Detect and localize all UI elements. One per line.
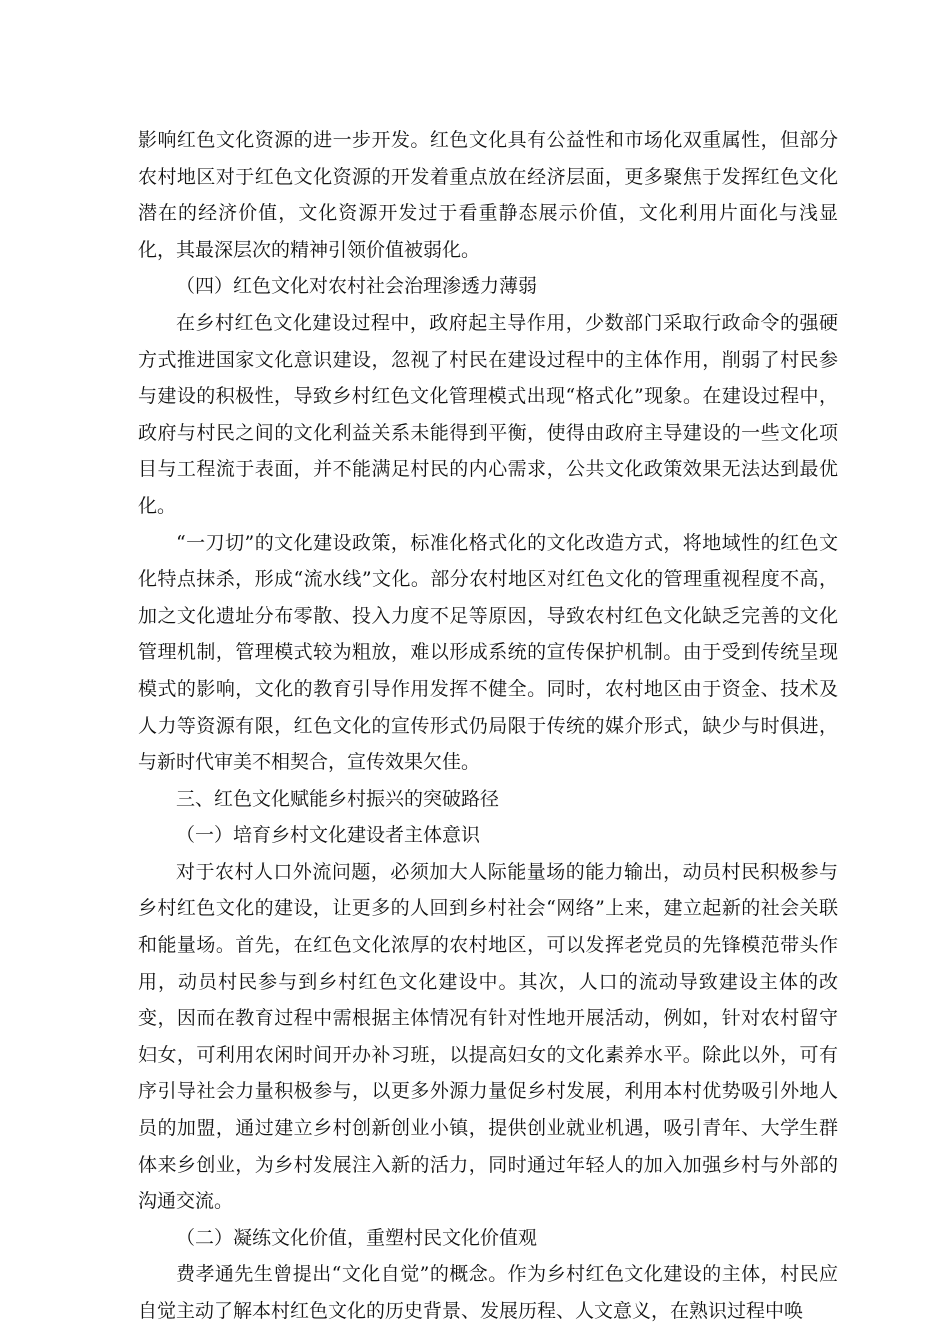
document-body [138,122,838,1330]
paragraph: 对于农村人口外流问题，必须加大人际能量场的能力输出，动员村民积极参与乡村红色文化的建设，让更多的人回到乡村社会“网络”上来，建立起新的社会关联和能量场。首先，在红色文化浓厚的农村地区，可以发挥老党员的先锋模范带头作用，动员村民参与到乡村红色文化建设中。其次，人口的流动导致建设主体的改变，因而在教育过程中需根据主体情况有针对性地开展活动，例如，针对农村留守妇女，可利用农闲时间开办补习班，以提高妇女的文化素养水平。除此以外，可有序引导社会力量积极参与，以更多外源力量促乡村发展，利用本村优势吸引外地人员的加盟，通过建立乡村创新创业小镇，提供创业就业机遇，吸引青年、大学生群体来乡创业，为乡村发展注入新的活力，同时通过年轻人的加入加强乡村与外部的沟通交流。 [138,860,838,1213]
paragraph: 在乡村红色文化建设过程中，政府起主导作用，少数部门采取行政命令的强硬方式推进国家文化意识建设，忽视了村民在建设过程中的主体作用，削弱了村民参与建设的积极性，导致乡村红色文化管理模式出现“格式化”现象。在建设过程中，政府与村民之间的文化利益关系未能得到平衡，使得由政府主导建设的一些文化项目与工程流于表面，并不能满足村民的内心需求，公共文化政策效果无法达到最优化。 [138,311,838,517]
section-heading-4: （四）红色文化对农村社会治理渗透力薄弱 [176,275,538,298]
paragraph-continued: 影响红色文化资源的进一步开发。红色文化具有公益性和市场化双重属性，但部分农村地区对于红色文化资源的开发着重点放在经济层面，更多聚焦于发挥红色文化潜在的经济价值，文化资源开发过于看重静态展示价值，文化利用片面化与浅显化，其最深层次的精神引领价值被弱化。 [138,129,838,261]
section-heading-2: （二）凝练文化价值，重塑村民文化价值观 [176,1226,538,1249]
section-heading-1: （一）培育乡村文化建设者主体意识 [176,824,481,847]
paragraph: “一刀切”的文化建设政策，标准化格式化的文化改造方式，将地域性的红色文化特点抹杀，形成“流水线”文化。部分农村地区对红色文化的管理重视程度不高，加之文化遗址分布零散、投入力度不足等原因，导致农村红色文化缺乏完善的文化管理机制，管理模式较为粗放，难以形成系统的宣传保护机制。由于受到传统呈现模式的影响，文化的教育引导作用发挥不健全。同时，农村地区由于资金、技术及人力等资源有限，红色文化的宣传形式仍局限于传统的媒介形式，缺少与时俱进，与新时代审美不相契合，宣传效果欠佳。 [138,531,838,774]
chapter-heading-3: 三、红色文化赋能乡村振兴的突破路径 [176,787,500,810]
paragraph: 费孝通先生曾提出“文化自觉”的概念。作为乡村红色文化建设的主体，村民应自觉主动了解本村红色文化的历史背景、发展历程、人文意义，在熟识过程中唤 [138,1263,838,1322]
